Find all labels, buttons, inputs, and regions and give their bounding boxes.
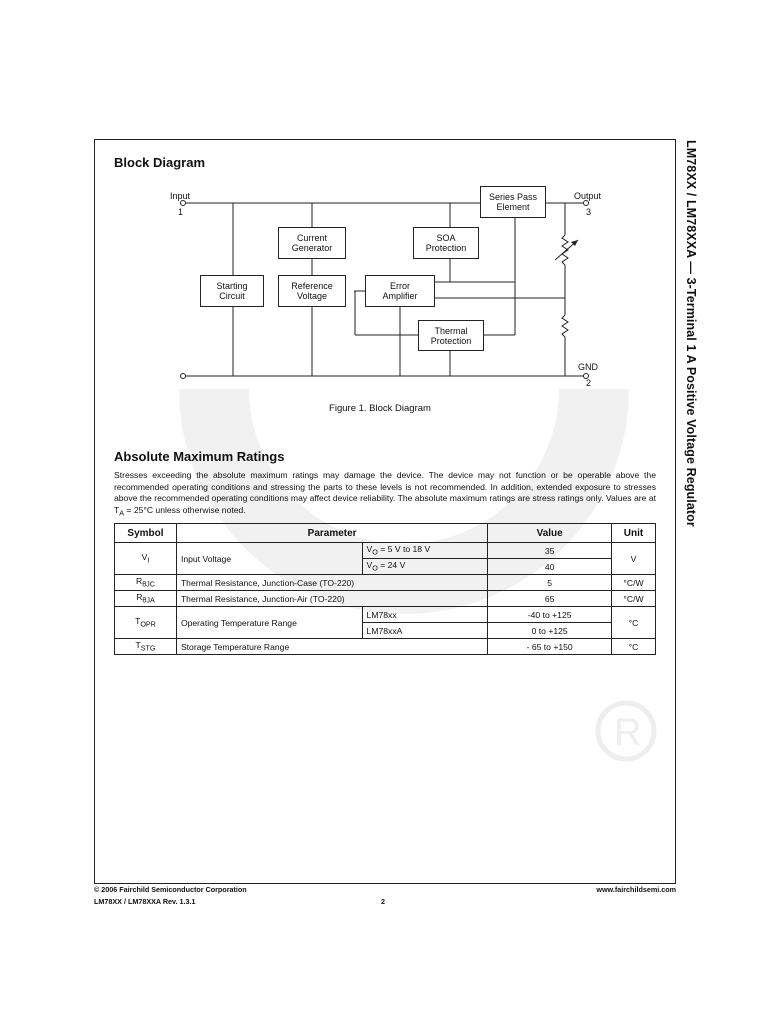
starting-circuit-block: Starting Circuit bbox=[200, 275, 264, 307]
header-value: Value bbox=[488, 524, 612, 543]
parameter-cell: Input Voltage bbox=[176, 543, 362, 575]
table-header-row bbox=[115, 524, 656, 543]
current-generator-block: Current Generator bbox=[278, 227, 346, 259]
condition-subscript: O bbox=[372, 548, 378, 557]
output-label: Output bbox=[574, 191, 602, 201]
header-parameter: Parameter bbox=[176, 524, 487, 543]
footer-page-number: 2 bbox=[381, 897, 385, 906]
footer-document-revision: LM78XX / LM78XXA Rev. 1.3.1 bbox=[94, 897, 196, 906]
block-diagram-heading: Block Diagram bbox=[114, 155, 206, 170]
table-row bbox=[115, 607, 656, 623]
svg-text:R: R bbox=[614, 712, 642, 754]
absolute-maximum-ratings-heading: Absolute Maximum Ratings bbox=[114, 449, 285, 464]
symbol-text: T bbox=[135, 640, 141, 651]
error-amplifier-block: Error Amplifier bbox=[365, 275, 435, 307]
value-cell: 0 to +125 bbox=[488, 623, 612, 639]
soa-protection-block: SOA Protection bbox=[413, 227, 479, 259]
symbol-cell bbox=[115, 543, 177, 575]
gnd-label: GND bbox=[578, 362, 598, 372]
unit-cell: V bbox=[612, 543, 656, 575]
series-pass-element-block: Series Pass Element bbox=[480, 186, 546, 218]
footer-copyright: © 2006 Fairchild Semiconductor Corporation bbox=[94, 885, 247, 894]
value-cell: 5 bbox=[488, 575, 612, 591]
condition-text: V bbox=[366, 560, 373, 571]
condition-cell bbox=[362, 543, 488, 559]
figure-caption: Figure 1. Block Diagram bbox=[329, 403, 431, 414]
value-cell: -40 to +125 bbox=[488, 607, 612, 623]
parameter-cell: Operating Temperature Range bbox=[176, 607, 362, 639]
condition-text: = 5 V to 18 V bbox=[377, 544, 431, 555]
value-cell: - 65 to +150 bbox=[488, 639, 612, 655]
header-symbol: Symbol bbox=[115, 524, 177, 543]
symbol-cell bbox=[115, 591, 177, 607]
parameter-cell: Storage Temperature Range bbox=[176, 639, 487, 655]
symbol-cell bbox=[115, 607, 177, 639]
header-unit: Unit bbox=[612, 524, 656, 543]
gnd-pin-number: 2 bbox=[586, 378, 592, 388]
table-row bbox=[115, 639, 656, 655]
value-cell: 65 bbox=[488, 591, 612, 607]
table-row bbox=[115, 575, 656, 591]
input-label: Input bbox=[170, 191, 191, 201]
reference-voltage-block: Reference Voltage bbox=[278, 275, 346, 307]
condition-cell bbox=[362, 559, 488, 575]
symbol-text: R bbox=[136, 592, 143, 603]
output-pin-number: 3 bbox=[586, 207, 592, 217]
condition-text: = 24 V bbox=[377, 560, 406, 571]
symbol-text: R bbox=[135, 576, 143, 587]
symbol-cell bbox=[115, 639, 177, 655]
unit-cell: °C bbox=[612, 639, 656, 655]
condition-subscript: O bbox=[372, 564, 378, 573]
symbol-text: V bbox=[141, 552, 148, 563]
parameter-cell: Thermal Resistance, Junction-Case (TO-220) bbox=[176, 575, 487, 591]
symbol-subscript: OPR bbox=[140, 620, 156, 629]
symbol-cell bbox=[115, 575, 177, 591]
absolute-maximum-ratings-table bbox=[114, 523, 656, 655]
table-row bbox=[115, 543, 656, 559]
symbol-subscript: I bbox=[147, 556, 150, 565]
unit-cell: °C/W bbox=[612, 575, 656, 591]
ratings-intro-tail: = 25°C unless otherwise noted. bbox=[124, 504, 246, 515]
footer-website-link[interactable]: www.fairchildsemi.com bbox=[596, 885, 676, 894]
table-row bbox=[115, 591, 656, 607]
side-title: LM78XX / LM78XXA — 3-Terminal 1 A Positive Voltage Regulator bbox=[684, 140, 698, 527]
unit-cell: °C/W bbox=[612, 591, 656, 607]
value-cell: 35 bbox=[488, 543, 612, 559]
block-diagram bbox=[160, 180, 620, 390]
parameter-cell: Thermal Resistance, Junction-Air (TO-220) bbox=[176, 591, 487, 607]
condition-cell: LM78xx bbox=[362, 607, 488, 623]
value-cell: 40 bbox=[488, 559, 612, 575]
symbol-subscript: θJA bbox=[142, 596, 155, 605]
symbol-subscript: STG bbox=[140, 644, 156, 653]
ratings-intro-subscript: A bbox=[119, 509, 125, 518]
condition-cell: LM78xxA bbox=[362, 623, 488, 639]
symbol-text: T bbox=[135, 616, 141, 627]
ratings-intro-text: Stresses exceeding the absolute maximum ratings may damage the device. The device may not function or be operable above the recommended operating conditions and stressing the parts to these levels is not recommended. In addition, extended exposure to stresses above the recommended operating conditions may affect device reliability. The absolute maximum ratings are stress ratings only. Values are at T bbox=[114, 470, 656, 515]
unit-cell: °C bbox=[612, 607, 656, 639]
ratings-intro-paragraph bbox=[114, 470, 656, 520]
condition-text: V bbox=[366, 544, 373, 555]
symbol-subscript: θJC bbox=[142, 580, 155, 589]
input-pin-number: 1 bbox=[178, 207, 184, 217]
thermal-protection-block: Thermal Protection bbox=[418, 320, 484, 351]
